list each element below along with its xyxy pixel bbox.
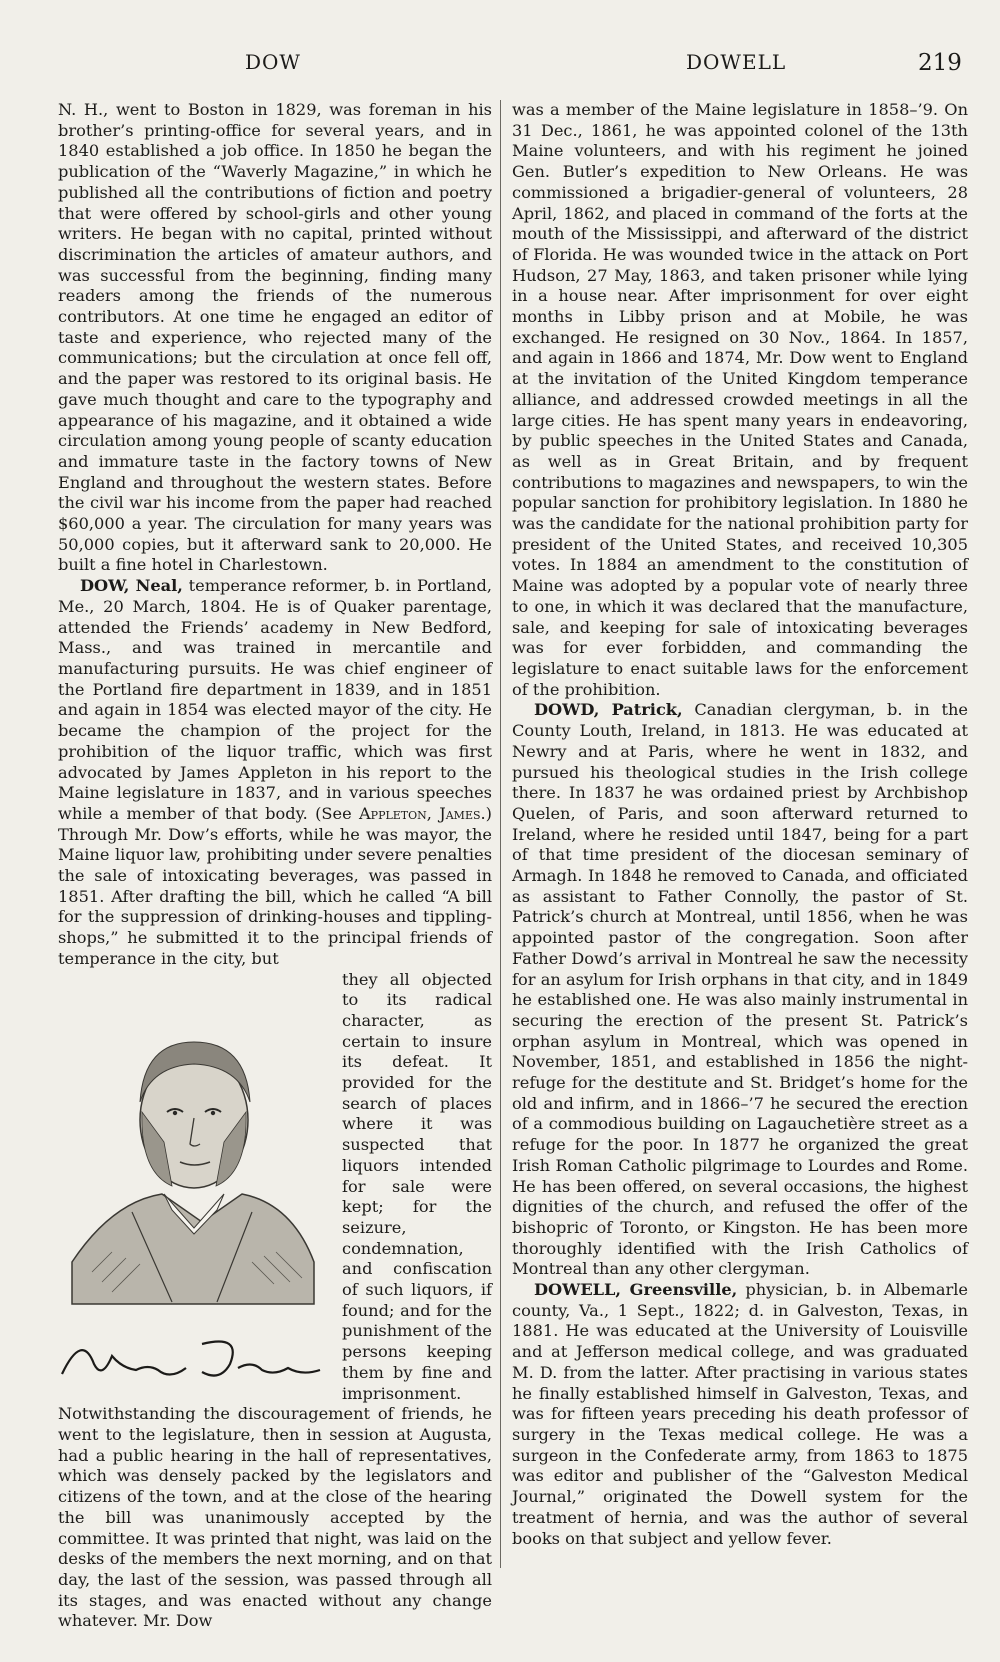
greensville-dowell-entry	[512, 1280, 968, 1549]
patrick-dowd-entry	[512, 700, 968, 1280]
neal-dow-entry	[58, 576, 492, 969]
patrick-dowd-text: Canadian clergyman, b. in the County Louth, Ireland, in 1813. He was educated at Newry and at Paris, where he went in 1832, and pursued his theological studies in the Irish college there. In 1837 he was ordained priest by Archbishop Quelen, of Paris, and soon afterward returned to Ireland, where he resided until 1847, being for a part of that time president of the diocesan seminary of Armagh. In 1848 he removed to Canada, and officiated as assistant to Father Connolly, the pastor of St. Patrick’s church at Montreal, until 1856, when he was appointed pastor of the congregation. Soon after Father Dowd’s arrival in Montreal he saw the necessity for an asylum for Irish orphans in that city, and in 1849 he established one. He was also mainly instrumental in securing the erection of the present St. Patrick’s orphan asylum in Montreal, which was opened in November, 1851, and established in 1856 the night-refuge for the destitute and St. Bridget’s home for the old and infirm, and in 1866–’7 he secured the erection of a commodious building on Lagauchetière street as a refuge for the poor. In 1877 he organized the great Irish Roman Catholic pilgrimage to Lourdes and Rome. He has been offered, on several occasions, the highest dignities of the church, and refused the offer of the bishopric of Toronto, or Kingston. He has been more thoroughly identified with the Irish Catholics of Montreal than any other clergyman.	[512, 700, 968, 1279]
entry-name-patrick-dowd: DOWD, Patrick,	[534, 700, 683, 720]
dow-continued-paragraph: N. H., went to Boston in 1829, was foreman in his brother’s printing-office for several years, and in 1840 established a job office. In 1850 he began the publication of the “Waverly Magazine,” in which he published all the contributions of fiction and poetry that were offered by school-girls and other young writers. He began with no capital, printed without discrimination the articles of amateur authors, and was successful from the beginning, finding many readers among the friends of the numerous contributors. At one time he engaged an editor of taste and experience, who rejected many of the communications; but the circulation at once fell off, and the paper was restored to its original basis. He gave much thought and care to the typography and appearance of his magazine, and it obtained a wide circulation among young people of scanty education and immature taste in the factory towns of New England and throughout the western states. Before the civil war his income from the paper had reached $60,000 a year. The circulation for many years was 50,000 copies, but it afterward sank to 20,000. He built a fine hotel in Charlestown.	[58, 100, 492, 575]
neal-dow-text-wrapped: they all objected to its radical character, as certain to insure its defeat. It provided for the search of places where it was suspected that liquors intended for sale were kept; for the seizure, condemnation, and confiscation of such liquors, if found; and for the punishment of the persons keeping them by fine and imprisonment. Notwithstanding the discouragement of friends, he went to the legislature, then in session at Augusta, had a public hearing in the hall of representatives, which was densely packed by the legislators and citizens of the town, and at the close of the hearing the bill was unanimously accepted by the committee. It was printed that night, was laid on the desks of the members the next morning, and on that day, the last of the session, was passed through all its stages, and was enacted without any change whatever. Mr. Dow	[58, 969, 492, 1631]
greensville-dowell-text: physician, b. in Albemarle county, Va., 1 Sept., 1822; d. in Galveston, Texas, in 1881. He was educated at the University of Louisville and at Jefferson medical college, and was graduated M. D. from the latter. After practising in various states he finally established himself in Galveston, Texas, and was for fifteen years preceding his death professor of surgery in the Texas medical college. He was a surgeon in the Confederate army, from 1863 to 1875 was editor and publisher of the “Galveston Medical Journal,” originated the Dowell system for the treatment of hernia, and was the author of several books on that subject and yellow fever.	[512, 1280, 969, 1548]
entry-name-neal-dow: DOW, Neal,	[80, 576, 183, 596]
right-column	[512, 100, 968, 1549]
entry-name-greensville-dowell: DOWELL, Greensville,	[534, 1280, 738, 1300]
neal-dow-text-continued: ) Through Mr. Dow’s efforts, while he was mayor, the Maine liquor law, prohibiting under severe penalties the sale of intoxicating beverages, was passed in 1851. After drafting the bill, which he called “A bill for the suppression of drinking-houses and tippling-shops,” he submitted it to the principal friends of temperance in the city, but	[58, 803, 492, 968]
column-divider	[500, 100, 501, 1568]
neal-dow-text: temperance reformer, b. in Portland, Me., 20 March, 1804. He is of Quaker parentage, attended the Friends’ academy in New Bedford, Mass., and was trained in mercantile and manufacturing pursuits. He was chief engineer of the Portland fire department in 1839, and in 1851 and again in 1854 was elected mayor of the city. He became the champion of the project for the prohibition of the liquor traffic, which was first advocated by James Appleton in his report to the Maine legislature in 1837, and in various speeches while a member of that body. (See	[58, 576, 492, 823]
neal-dow-portrait	[52, 972, 334, 1404]
neal-dow-continued-paragraph: was a member of the Maine legislature in 1858–’9. On 31 Dec., 1861, he was appointed colonel of the 13th Maine volunteers, and with his regiment he joined Gen. Butler’s expedition to New Orleans. He was commissioned a brigadier-general of volunteers, 28 April, 1862, and placed in command of the forts at the mouth of the Mississippi, and afterward of the district of Florida. He was wounded twice in the attack on Port Hudson, 27 May, 1863, and taken prisoner while lying in a house near. After imprisonment for over eight months in Libby prison and at Mobile, he was exchanged. He resigned on 30 Nov., 1864. In 1857, and again in 1866 and 1874, Mr. Dow went to England at the invitation of the United Kingdom temperance alliance, and addressed crowded meetings in all the large cities. He has spent many years in endeavoring, by public speeches in the United States and Canada, as well as in Great Britain, and by frequent contributions to magazines and newspapers, to win the popular sanction for prohibitory legislation. In 1880 he was the candidate for the national prohibition party for president of the United States, and received 10,305 votes. In 1884 an amendment to the constitution of Maine was adopted by a popular vote of nearly three to one, in which it was declared that the manufacture, sale, and keeping for sale of intoxicating beverages was for ever forbidden, and commanding the legislature to enact suitable laws for the enforcement of the prohibition.	[512, 100, 968, 699]
page-number: 219	[918, 50, 962, 76]
left-column	[58, 100, 492, 1632]
running-head-right: DOWELL	[686, 50, 787, 74]
cross-reference-appleton: Appleton, James.	[358, 803, 486, 823]
portrait-engraving	[52, 972, 334, 1404]
running-head-left: DOW	[245, 50, 301, 74]
